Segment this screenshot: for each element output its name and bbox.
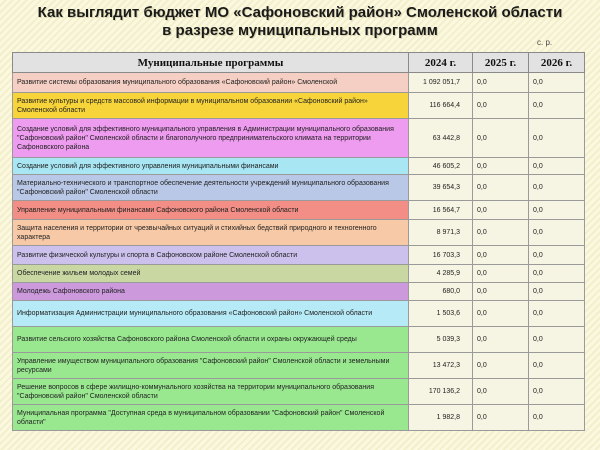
program-name-cell: Создание условий для эффективного муниципального управления в Администрации муниципального образования "Сафоновский район" Смоленской области и благополучного предпринимательского климата на территории Сафоновского района: [13, 119, 409, 158]
header-row: [13, 53, 585, 73]
value-2025-cell: 0,0: [473, 220, 529, 246]
table-body: [13, 73, 585, 431]
table-row: [13, 405, 585, 431]
table-row: [13, 301, 585, 327]
program-name-cell: Развитие культуры и средств массовой информации в муниципальном образовании «Сафоновский район» Смоленской области: [13, 93, 409, 119]
program-name-cell: Развитие физической культуры и спорта в Сафоновском районе Смоленской области: [13, 246, 409, 265]
corner-fragment: с. р.: [537, 38, 553, 47]
title-line-2: в разрезе муниципальных программ: [162, 22, 438, 39]
table-row: [13, 220, 585, 246]
value-2025-cell: 0,0: [473, 119, 529, 158]
value-2026-cell: 0,0: [529, 175, 585, 201]
program-name-cell: Управление муниципальными финансами Сафоновского района Смоленской области: [13, 201, 409, 220]
table-row: [13, 119, 585, 158]
value-2024-cell: 46 605,2: [409, 158, 473, 175]
value-2024-cell: 5 039,3: [409, 327, 473, 353]
value-2026-cell: 0,0: [529, 220, 585, 246]
program-name-cell: Создание условий для эффективного управления муниципальными финансами: [13, 158, 409, 175]
value-2025-cell: 0,0: [473, 175, 529, 201]
program-name-cell: Материально-технического и транспортное обеспечение деятельности учреждений муниципального образования "Сафоновский район" Смоленской области: [13, 175, 409, 201]
value-2024-cell: 170 136,2: [409, 379, 473, 405]
program-name-cell: Информатизация Администрации муниципального образования «Сафоновский район» Смоленской области: [13, 301, 409, 327]
table-row: [13, 265, 585, 283]
program-name-cell: Развитие системы образования муниципального образования «Сафоновский район» Смоленской: [13, 73, 409, 93]
value-2025-cell: 0,0: [473, 73, 529, 93]
value-2026-cell: 0,0: [529, 353, 585, 379]
value-2025-cell: 0,0: [473, 283, 529, 301]
value-2026-cell: 0,0: [529, 265, 585, 283]
value-2024-cell: 16 703,3: [409, 246, 473, 265]
table-row: [13, 158, 585, 175]
program-name-cell: Управление имуществом муниципального образования "Сафоновский район" Смоленской области и земельными ресурсами: [13, 353, 409, 379]
table-row: [13, 327, 585, 353]
program-name-cell: Обеспечение жильем молодых семей: [13, 265, 409, 283]
value-2024-cell: 1 982,8: [409, 405, 473, 431]
value-2024-cell: 1 503,6: [409, 301, 473, 327]
value-2024-cell: 116 664,4: [409, 93, 473, 119]
program-name-cell: Развитие сельского хозяйства Сафоновского района Смоленской области и охраны окружающей среды: [13, 327, 409, 353]
value-2026-cell: 0,0: [529, 119, 585, 158]
value-2025-cell: 0,0: [473, 353, 529, 379]
value-2026-cell: 0,0: [529, 327, 585, 353]
table-row: [13, 246, 585, 265]
value-2025-cell: 0,0: [473, 379, 529, 405]
value-2024-cell: 680,0: [409, 283, 473, 301]
value-2025-cell: 0,0: [473, 93, 529, 119]
table-row: [13, 201, 585, 220]
value-2024-cell: 16 564,7: [409, 201, 473, 220]
table-row: [13, 283, 585, 301]
value-2024-cell: 4 285,9: [409, 265, 473, 283]
value-2024-cell: 39 654,3: [409, 175, 473, 201]
header-2025: 2025 г.: [473, 53, 529, 73]
value-2026-cell: 0,0: [529, 246, 585, 265]
value-2026-cell: 0,0: [529, 73, 585, 93]
program-name-cell: Защита населения и территории от чрезвычайных ситуаций и стихийных бедствий природного и техногенного характера: [13, 220, 409, 246]
table-row: [13, 93, 585, 119]
value-2025-cell: 0,0: [473, 327, 529, 353]
value-2026-cell: 0,0: [529, 301, 585, 327]
program-name-cell: Муниципальная программа "Доступная среда в муниципальном образовании "Сафоновский район" Смоленской области": [13, 405, 409, 431]
value-2026-cell: 0,0: [529, 201, 585, 220]
value-2024-cell: 63 442,8: [409, 119, 473, 158]
table-row: [13, 353, 585, 379]
table-row: [13, 175, 585, 201]
value-2025-cell: 0,0: [473, 405, 529, 431]
value-2026-cell: 0,0: [529, 405, 585, 431]
program-name-cell: Решение вопросов в сфере жилищно-коммунального хозяйства на территории муниципального образования "Сафоновский район" Смоленской области: [13, 379, 409, 405]
value-2024-cell: 8 971,3: [409, 220, 473, 246]
slide-title: [0, 4, 600, 40]
value-2024-cell: 1 092 051,7: [409, 73, 473, 93]
value-2026-cell: 0,0: [529, 93, 585, 119]
table-row: [13, 73, 585, 93]
value-2026-cell: 0,0: [529, 379, 585, 405]
header-2024: 2024 г.: [409, 53, 473, 73]
budget-table: [12, 52, 585, 431]
value-2025-cell: 0,0: [473, 158, 529, 175]
header-program: Муниципальные программы: [13, 53, 409, 73]
title-line-1: Как выглядит бюджет МО «Сафоновский район» Смоленской области: [37, 4, 563, 21]
value-2025-cell: 0,0: [473, 246, 529, 265]
table-row: [13, 379, 585, 405]
header-2026: 2026 г.: [529, 53, 585, 73]
value-2025-cell: 0,0: [473, 201, 529, 220]
value-2024-cell: 13 472,3: [409, 353, 473, 379]
program-name-cell: Молодежь Сафоновского района: [13, 283, 409, 301]
value-2026-cell: 0,0: [529, 283, 585, 301]
value-2025-cell: 0,0: [473, 265, 529, 283]
value-2025-cell: 0,0: [473, 301, 529, 327]
value-2026-cell: 0,0: [529, 158, 585, 175]
